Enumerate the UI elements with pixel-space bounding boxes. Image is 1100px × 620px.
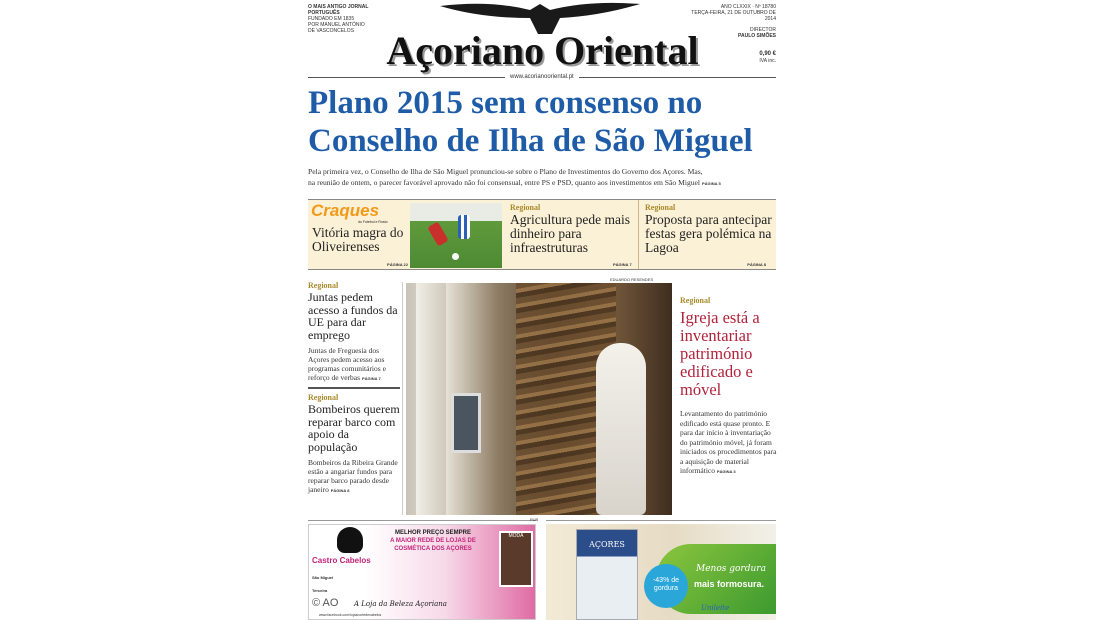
teaser-headline: Proposta para antecipar festas gera polémica na Lagoa (645, 212, 772, 255)
price: 0,90 € (759, 51, 776, 57)
ad-signature: A Loja da Beleza Açoriana (354, 600, 447, 608)
teaser-page: PÁGINA 7 (613, 262, 632, 267)
founder-2: DE VASCONCELOS (308, 28, 355, 34)
story-body: Bombeiros da Ribeira Grande estão a angariar fundos para reparar barco parado desde janeiro (308, 458, 398, 494)
feature-page: PÁGINA 3 (716, 469, 736, 474)
price-note: IVA inc. (759, 58, 776, 64)
ad-cream[interactable] (546, 524, 776, 620)
story-headline: Juntas pedem acesso a fundos da UE para dar emprego (308, 290, 398, 342)
left-story-juntas[interactable] (308, 281, 400, 383)
founded: FUNDADO EM 1835 (308, 16, 355, 22)
lead-headline-line-1: Plano 2015 sem consenso no (308, 85, 703, 121)
masthead-info-left (308, 4, 398, 34)
ad-line-1: MELHOR PREÇO SEMPRE (394, 530, 471, 536)
issue-date: TERÇA-FEIRA, 21 DE OUTUBRO DE 2014 (691, 10, 776, 22)
photo-credit: EDUARDO RESENDES (610, 277, 654, 282)
ad-mark: © AO (312, 597, 339, 609)
lede-line-2: na reunião de ontem, o parecer favorável aprovado não foi consensual, entre PS e PSD, quanto aos investimentos em São Miguel (308, 178, 701, 187)
teaser-lagoa[interactable] (645, 203, 775, 255)
teaser-page: PÁGINA 8 (747, 262, 766, 267)
divider (308, 387, 400, 389)
teaser-strip (308, 199, 776, 270)
statue-icon (596, 343, 646, 515)
director-name: PAULO SIMÕES (738, 33, 776, 39)
story-kicker: Regional (308, 281, 339, 290)
woman-silhouette-icon (337, 527, 363, 553)
lead-headline[interactable] (308, 84, 783, 160)
ad-cosmetics[interactable] (308, 524, 536, 620)
craques-sub: do Futebol e Rosto (358, 220, 388, 224)
teaser-headline: Vitória magra do Oliveirenses (312, 225, 404, 254)
product-brand: AÇORES (589, 540, 625, 549)
divider (638, 200, 639, 269)
lead-lede (308, 166, 783, 189)
teaser-craques[interactable] (308, 200, 410, 269)
story-page: PÁGINA 7 (361, 376, 381, 381)
masthead-title: Açoriano Oriental (386, 28, 699, 73)
lead-headline-line-2: Conselho de Ilha de São Miguel (308, 123, 753, 159)
story-body: Juntas de Freguesia dos Açores pedem acesso aos programas comunitários e reforço de verbas (308, 346, 386, 382)
teaser-agricultura[interactable] (510, 203, 636, 255)
issue-number: ANO CLXXIX · Nº 18780 (720, 4, 776, 10)
ad-label: PUB (530, 517, 539, 522)
feature-story[interactable] (680, 296, 778, 477)
feature-kicker: Regional (680, 296, 711, 305)
ad-brand: Castro Cabelos (312, 556, 371, 565)
ad-line-2: A MAIOR REDE DE LOJAS DE (390, 538, 476, 544)
ad-region-2: Terceira (312, 588, 328, 593)
divider (402, 282, 403, 515)
teaser-kicker: Regional (510, 203, 541, 212)
lead-page-ref: PÁGINA 5 (701, 181, 721, 186)
ad-region-1: São Miguel (312, 575, 334, 580)
founder-1: POR MANUEL ANTÓNIO (308, 22, 365, 28)
story-headline: Bombeiros querem reparar barco com apoio da população (308, 402, 400, 454)
masthead-info-right (690, 4, 776, 64)
church-interior-photo (406, 283, 672, 515)
teaser-page: PÁGINA 22 (387, 262, 408, 267)
product-carton (576, 529, 638, 620)
director-label: DIRECTOR (749, 27, 776, 33)
story-kicker: Regional (308, 393, 339, 402)
product-box (499, 531, 533, 587)
left-column (308, 281, 400, 517)
teaser-kicker: Regional (645, 203, 676, 212)
slogan-2: mais formosura. (694, 579, 765, 589)
feature-body: Levantamento do património edificado está quase pronto. E para dar início à inventariação do património móvel, já foram iniciados os procedimentos para a aquisição de material informático (680, 409, 777, 475)
left-story-bombeiros[interactable] (308, 393, 400, 495)
ad-line-3: COSMÉTICA DOS AÇORES (394, 546, 472, 552)
tagline: O MAIS ANTIGO JORNAL PORTUGUÊS (308, 4, 369, 16)
teaser-headline: Agricultura pede mais dinheiro para infraestruturas (510, 212, 630, 255)
product-label: MODA (508, 533, 524, 539)
slogan-1: Menos gordura (696, 564, 766, 574)
feature-headline: Igreja está a inventariar património edificado e móvel (680, 308, 760, 399)
website-link[interactable]: www.acorianooriental.pt (505, 74, 579, 81)
discount-badge: -43% de gordura (644, 564, 688, 608)
maker-logo: Unileite (701, 604, 730, 612)
ad-footer: www.facebook.com/lojasnortedecabelos (319, 613, 382, 617)
football-photo (410, 203, 502, 268)
lede-line-1: Pela primeira vez, o Conselho de Ilha de São Miguel pronunciou-se sobre o Plano de Investimentos do Governo dos Açores. Mas, (308, 167, 703, 176)
story-page: PÁGINA 8 (330, 488, 350, 493)
craques-logo: Craques (311, 201, 380, 220)
